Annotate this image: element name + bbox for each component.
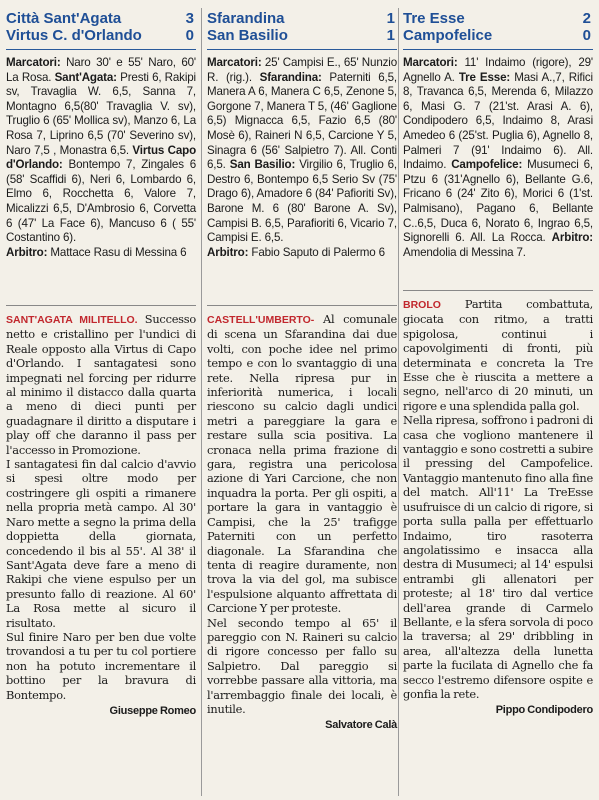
section-divider (403, 290, 593, 291)
author-byline: Giuseppe Romeo (109, 704, 196, 717)
match-summary (207, 56, 397, 352)
marcatori-label: Marcatori: (207, 56, 262, 69)
report-paragraph: Nella ripresa, soffrono i padroni di casa che vogliono mantenere il vantaggio e sono costretti a subire il pressing del Campofelice. Vantaggio mantenuto fino alla fine del match. All'11' La TreEsse usufruisce di un calcio di rigore, si porta sulla palla per effettuarlo Indaimo, tiro rasoterra angolatissimo e insacca alla destra di Musumeci; al 14' espulsi entrambi gli allenatori per proteste; al 18' tiro dal vertice dell'area grande di Carmelo Bellante, e la sfera sorvola di poco la traversa; al 29' dribbling in area, all'altezza della lunetta parte la fucilata di Agnello che fa secco l'estremo difensore ospite e gonfia la rete. (403, 413, 593, 701)
away-team-row (207, 27, 397, 44)
report-paragraph (6, 312, 196, 457)
away-team-row (6, 27, 196, 44)
match-summary (6, 56, 196, 352)
home-team-row (6, 10, 196, 27)
arbitro-line (6, 246, 196, 261)
marcatori-label: Marcatori: (403, 56, 458, 69)
away-score: 0 (185, 27, 194, 44)
report-paragraph: Sul finire Naro per ben due volte trovandosi a tu per tu col portiere non ha potuto incrementare il bottino per la bravura di Bontempo. (6, 629, 196, 702)
dateline: CASTELL'UMBERTO- (207, 314, 315, 326)
arbitro-label: Arbitro: (551, 231, 593, 245)
report-paragraph: I santagatesi fin dal calcio d'avvio si spesi oltre modo per costringere gli ospiti a rimanere nella propria metà campo. Al 30' Naro mette a segno la prima della doppietta della giornata, concedendo il bis al 55'. Al 38' il Sant'Agata deve fare a meno di Rakipi che viene espulso per un presunto fallo di reazione. Al 60' La Rosa mette al sicuro il risultato. (6, 457, 196, 630)
away-team: Virtus C. d'Orlando (6, 27, 142, 44)
away-team: Campofelice (403, 27, 493, 44)
marcatori-text: Naro 30' e 55' Naro, 60' La Rosa. (6, 56, 197, 84)
home-score: 2 (582, 10, 591, 27)
column-rule-2 (398, 8, 399, 796)
match-column-2 (207, 0, 397, 732)
match-report (6, 312, 196, 718)
home-team-row (207, 10, 397, 27)
away-team-row (403, 27, 593, 44)
marcatori-text: 11' Indaimo (rigore), 29' Agnello A. (403, 56, 593, 84)
match-column-3 (403, 0, 594, 717)
team1-lineup: Masi A.,7, Rifici 8, Travanca 6,5, Merenda 6, Milazzo 6, Masi G. 7 (21'st. Arasi A. 6), Condipodero 6,5, Indaimo 8, Arasi Amedeo 6 (25'st. Puglia 6), Agnello 8, Palmeri 7 (91' Indaimo 6). All. Indaimo. (403, 70, 593, 172)
arbitro-text: Fabio Saputo di Palermo 6 (251, 245, 385, 259)
home-team-row (403, 10, 593, 27)
report-paragraph (207, 312, 397, 616)
match-report (207, 312, 397, 733)
home-team: Città Sant'Agata (6, 10, 122, 27)
away-score: 0 (582, 27, 591, 44)
team2-label: Campofelice: (451, 158, 523, 172)
home-team: Sfarandina (207, 10, 285, 27)
section-divider (207, 305, 397, 306)
team1-lineup: Presti 6, Rakipi sv, Travaglia W. 6,5, Sanna 7, Montagno 6,5(80' Travaglia V. sv), Truglio 6 (65' Mollica sv), Manzo 6, La Rosa 7, Liprino 6,5 (70' Severino sv), Naro 7,5 , Monastra 6,5. (6, 70, 196, 157)
marcatori-label: Marcatori: (6, 56, 61, 69)
report-text: Al comunale di scena un Sfarandina dai due volti, con poche idee nel primo tempo e con lo svantaggio di una rete. Nella ripresa pur in inferiorità numerica, i locali riescono su calcio dagli undici metri a pareggiare la gara e restare sulla scia positiva. La cronaca nella prima frazione di gara, registra una pericolosa azione di Yari Carcione, che non inquadra la porta. Per gli ospiti, a portare la gara in vantaggio è Campisi, che la 25' trafigge Paterniti con un perfetto diagonale. La Sfarandina che tenta di reagire duramente, non trova la via del gol, ma subisce l'espulsione alquanto affrettata di Carcione Y per proteste. (207, 312, 397, 616)
match-report (403, 297, 593, 718)
team1-label: Tre Esse: (458, 70, 511, 84)
report-paragraph: Nel secondo tempo al 65' il pareggio con N. Raineri su calcio di rigore concesso per fallo su Salpietro. Dal pareggio si vorrebbe passare alla vittoria, ma l'arrembaggio finale dei locali, è inutile. (207, 615, 397, 716)
dateline: BROLO (403, 299, 441, 311)
report-text: Partita combattuta, giocata con ritmo, a tratti spigolosa, continui i capovolgimenti di fronti, più determinata e concreta la Tre Esse che è riuscita a mettere a segno, nell'arco di 20 minuti, un rigore e una splendida palla gol. (403, 297, 593, 413)
report-text: Successo netto e cristallino per l'undici di Reale opposto alla Virtus di Capo d'Orlando. I santagatesi sono impegnati nel forcing per ridurre al minimo il distacco dalla quarta a meno di dieci punti per guadagnare il diritto a disputare i play off che daranno il pass per l'accesso in Promozione. (6, 312, 196, 457)
home-score: 3 (185, 10, 194, 27)
team2-label: Virtus Capo d'Orlando: (6, 143, 197, 172)
arbitro-text: Amendolia di Messina 7. (403, 245, 526, 259)
arbitro-line (207, 246, 397, 261)
away-team: San Basilio (207, 27, 288, 44)
match-summary (403, 56, 593, 306)
scorebox (403, 10, 593, 50)
team1-label: Sant'Agata: (54, 70, 117, 84)
arbitro-label: Arbitro: (6, 245, 48, 259)
section-divider (6, 305, 196, 306)
home-score: 1 (386, 10, 395, 27)
arbitro-label: Arbitro: (207, 245, 249, 259)
team2-lineup: Musumeci 6, Ptzu 6 (31'Agnello 6), Bellante G.6, Fricano 6 (24' Zito 6), Morici 6 (1'st. Palmisano), Pagano 6, Bellante C..6,5, Duca 6, Norato 6, Ingrao 6,5, Signorelli 6. All. La Rocca. (403, 158, 594, 245)
team2-lineup: Bontempo 7, Zingales 6 (58' Scaffidi 6), Neri 6, Lombardo 6, Elmo 6, Rocchetta 6, Valore 7, Micalizzi 6,5, D'Ambrosio 6, Corvetta 6 (47' La Face 6), Mancuso 6 ( 55' Costantino 6). (6, 158, 197, 245)
column-rule-1 (201, 8, 202, 796)
team2-lineup: Virgilio 6, Truglio 6, Destro 6, Bontempo 6,5 Serio Sv (75' Drago 6), Amadore 6 (84' Pafioriti Sv), Barone M. 6 (80' Barone A. Sv), Campisi B. 6,5, Parafioriti 6, Vicario 7, Campisi E. 6,5. (207, 158, 397, 245)
scorebox (6, 10, 196, 50)
author-byline: Pippo Condipodero (495, 704, 593, 717)
match-column-1 (6, 0, 197, 717)
marcatori-text: 25' Campisi E., 65' Nunzio R. (rig.). (207, 56, 397, 84)
report-paragraph (403, 297, 593, 413)
home-team: Tre Esse (403, 10, 465, 27)
author-byline: Salvatore Calà (325, 719, 397, 732)
team1-lineup: Paterniti 6,5, Manera A 6, Manera C 6,5, Zenone 5, Gorgone 7, Manera T 5, (46' Gaglione 6,5) Mignacca 6,5, Fazio 6,5 (80' Mosè 6), Raineri N 6,5, Carcione Y 5, Sinagra 6 (56' Salpietro 7). All. Conti 6,5. (207, 70, 397, 172)
away-score: 1 (386, 27, 395, 44)
arbitro-text: Mattace Rasu di Messina 6 (50, 245, 187, 259)
scorebox (207, 10, 397, 50)
team2-label: San Basilio: (229, 158, 296, 172)
team1-label: Sfarandina: (259, 70, 322, 84)
dateline: SANT'AGATA MILITELLO. (6, 314, 138, 326)
